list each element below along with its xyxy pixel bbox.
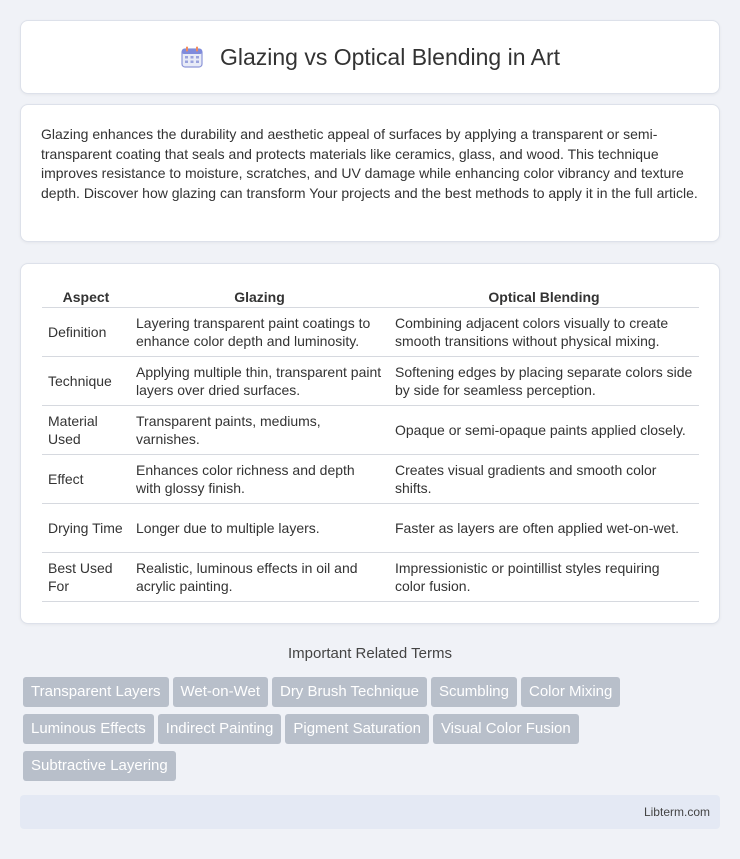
optical-blending-cell: Creates visual gradients and smooth color shifts. [389,455,699,504]
aspect-cell: Effect [42,455,130,504]
intro-text: Glazing enhances the durability and aesthetic appeal of surfaces by applying a transparent or semi-transparent coating that seals and protects materials like ceramics, glass, and wood. This technique improves resistance to moisture, scratches, and UV damage while enhancing color vibrancy and texture depth. Discover how glazing can transform Your projects and the best methods to apply it in the full article. [41,126,698,201]
related-term-tag[interactable]: Scumbling [431,677,517,707]
table-header-row [42,284,699,308]
related-terms-list [23,677,723,788]
comparison-table [42,284,699,602]
title-card [20,20,720,94]
optical-blending-cell: Softening edges by placing separate colors side by side for seamless perception. [389,357,699,406]
table-row [42,553,699,602]
aspect-cell: Best Used For [42,553,130,602]
related-term-tag[interactable]: Wet-on-Wet [173,677,268,707]
glazing-cell: Transparent paints, mediums, varnishes. [130,406,389,455]
related-term-tag[interactable]: Visual Color Fusion [433,714,579,744]
optical-blending-cell: Combining adjacent colors visually to create smooth transitions without physical mixing. [389,308,699,357]
related-terms-title: Important Related Terms [288,645,452,662]
optical-blending-cell: Impressionistic or pointillist styles requiring color fusion. [389,553,699,602]
column-header: Optical Blending [389,284,699,308]
table-row [42,308,699,357]
optical-blending-cell: Opaque or semi-opaque paints applied closely. [389,406,699,455]
aspect-cell: Drying Time [42,504,130,553]
glazing-cell: Applying multiple thin, transparent paint layers over dried surfaces. [130,357,389,406]
related-term-tag[interactable]: Subtractive Layering [23,751,176,781]
glazing-cell: Enhances color richness and depth with glossy finish. [130,455,389,504]
glazing-cell: Layering transparent paint coatings to enhance color depth and luminosity. [130,308,389,357]
table-row [42,455,699,504]
table-row [42,406,699,455]
page-title: Glazing vs Optical Blending in Art [219,43,561,70]
related-term-tag[interactable]: Dry Brush Technique [272,677,427,707]
aspect-cell: Definition [42,308,130,357]
related-term-tag[interactable]: Luminous Effects [23,714,154,744]
intro-card [20,104,720,242]
related-term-tag[interactable]: Transparent Layers [23,677,169,707]
comparison-table-card [20,263,720,624]
related-term-tag[interactable]: Pigment Saturation [285,714,429,744]
calendar-icon [180,45,204,69]
footer-brand: Libterm.com [643,805,710,819]
column-header: Aspect [42,284,130,308]
optical-blending-cell: Faster as layers are often applied wet-on-wet. [389,504,699,553]
related-term-tag[interactable]: Indirect Painting [158,714,282,744]
table-row [42,357,699,406]
aspect-cell: Technique [42,357,130,406]
related-term-tag[interactable]: Color Mixing [521,677,620,707]
glazing-cell: Realistic, luminous effects in oil and acrylic painting. [130,553,389,602]
footer [20,795,720,829]
table-row [42,504,699,553]
aspect-cell: Material Used [42,406,130,455]
column-header: Glazing [130,284,389,308]
glazing-cell: Longer due to multiple layers. [130,504,389,553]
